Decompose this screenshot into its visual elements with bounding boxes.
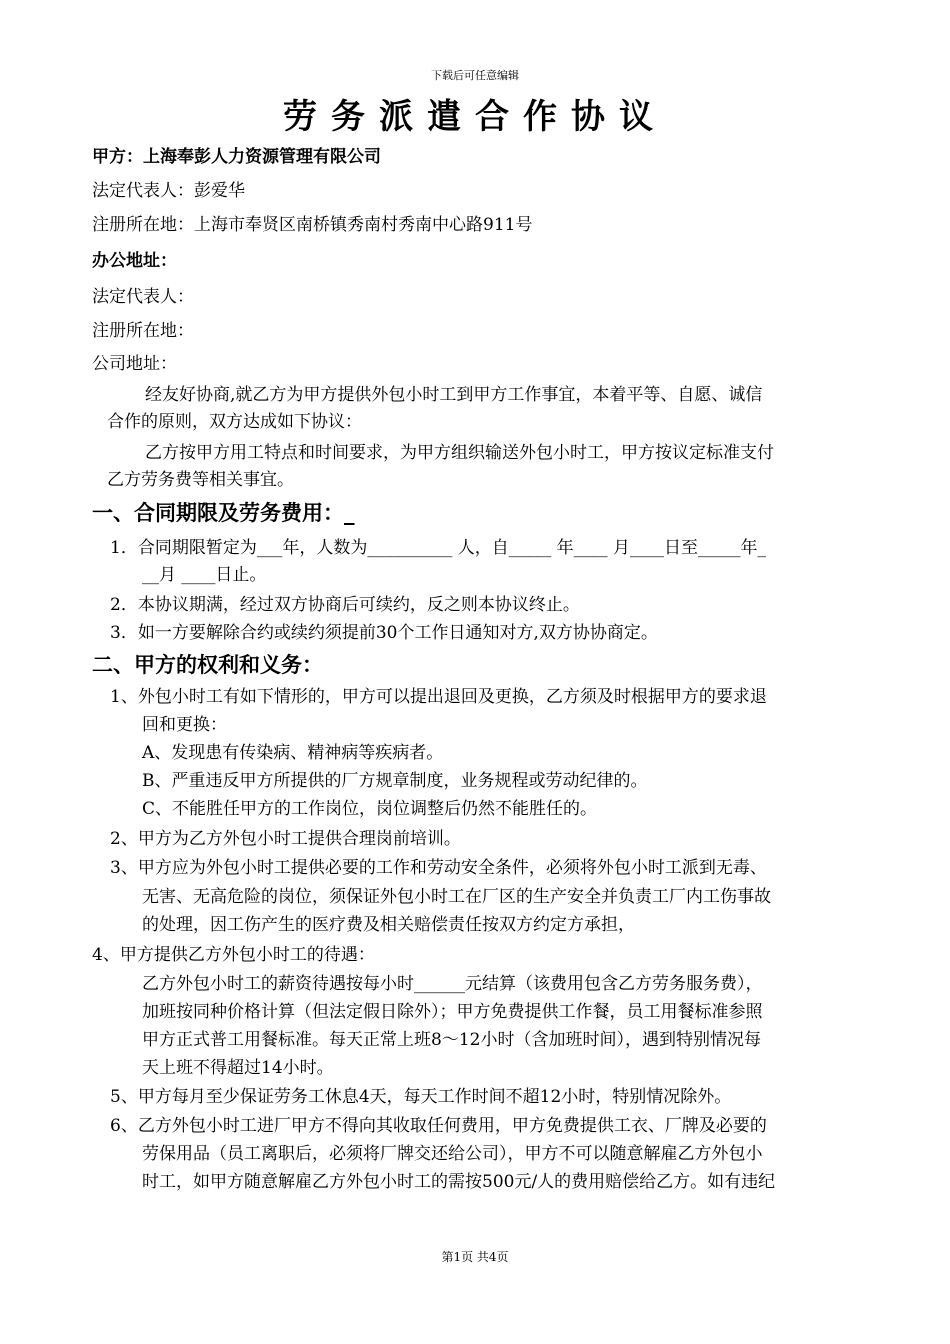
section-1-item-1-line-1: 1．合同期限暂定为___年，人数为__________ 人，自_____ 年____ 月____日至_____年_ <box>110 538 767 558</box>
section-2-item-6-line-1: 6、乙方外包小时工进厂甲方不得向其收取任何费用，甲方免费提供工衣、厂牌及必要的 <box>110 1116 767 1136</box>
section-2-item-3-line-1: 3、甲方应为外包小时工提供必要的工作和劳动安全条件，必须将外包小时工派到无毒、 <box>110 858 767 878</box>
intro-paragraph-1-line-2: 合作的原则，双方达成如下协议： <box>107 412 362 432</box>
intro-paragraph-2-line-2: 乙方劳务费等相关事宜。 <box>107 470 294 490</box>
section-2-item-1-line-2: 回和更换： <box>142 715 227 735</box>
party-a-reg-addr: 注册所在地：上海市奉贤区南桥镇秀南村秀南中心路911号 <box>92 215 533 235</box>
section-1-heading: 一、合同期限及劳务费用：_ <box>92 500 355 525</box>
section-2-item-1-line-1: 1、外包小时工有如下情形的，甲方可以提出退回及更换，乙方须及时根据甲方的要求退 <box>110 687 767 707</box>
section-2-item-4-line-4: 天上班不得超过14小时。 <box>142 1058 334 1078</box>
section-2-item-2: 2、甲方为乙方外包小时工提供合理岗前培训。 <box>110 829 461 849</box>
section-2-item-3-line-3: 的处理，因工伤产生的医疗费及相关赔偿责任按双方约定方承担， <box>142 915 635 935</box>
party-a-rep: 法定代表人：彭爱华 <box>92 181 245 201</box>
section-2-item-3-line-2: 无害、无高危险的岗位，须保证外包小时工在厂区的生产安全并负责工厂内工伤事故 <box>142 887 771 907</box>
section-2-item-6-line-2: 劳保用品（员工离职后，必须将厂牌交还给公司），甲方不可以随意解雇乙方外包小 <box>142 1144 763 1164</box>
party-a-name: 甲方：上海奉彭人力资源管理有限公司 <box>92 147 381 167</box>
intro-paragraph-2-line-1: 乙方按甲方用工特点和时间要求，为甲方组织输送外包小时工，甲方按议定标准支付 <box>145 443 774 463</box>
section-2-heading: 二、甲方的权利和义务： <box>92 652 323 677</box>
section-2-item-1-b: B、严重违反甲方所提供的厂方规章制度，业务规程或劳动纪律的。 <box>142 771 648 791</box>
section-2-item-4-line-2: 加班按同种价格计算（但法定假日除外）；甲方免费提供工作餐，员工用餐标准参照 <box>142 1002 763 1022</box>
section-2-item-5: 5、甲方每月至少保证劳务工休息4天，每天工作时间不超12小时，特别情况除外。 <box>110 1087 732 1107</box>
section-2-item-4-line-1: 乙方外包小时工的薪资待遇按每小时______元结算（该费用包含乙方劳务服务费）， <box>142 974 763 994</box>
section-1-item-1-line-2: __月 ____日止。 <box>142 565 267 585</box>
intro-paragraph-1-line-1: 经友好协商,就乙方为甲方提供外包小时工到甲方工作事宜，本着平等、自愿、诚信 <box>145 385 763 405</box>
section-2-item-4: 4、甲方提供乙方外包小时工的待遇： <box>92 945 375 965</box>
section-2-item-6-line-3: 时工，如甲方随意解雇乙方外包小时工的需按500元/人的费用赔偿给乙方。如有违纪 <box>142 1172 776 1192</box>
party-b-rep: 法定代表人： <box>92 287 194 307</box>
header-note: 下载后可任意编辑 <box>431 69 519 82</box>
section-1-item-2: 2．本协议期满，经过双方协商后可续约，反之则本协议终止。 <box>110 595 580 615</box>
section-2-item-1-a: A、发现患有传染病、精神病等疾病者。 <box>142 743 444 763</box>
party-b-company-addr: 公司地址： <box>92 354 177 374</box>
section-1-item-3: 3．如一方要解除合约或续约须提前30个工作日通知对方,双方协协商定。 <box>110 623 658 643</box>
party-a-office: 办公地址： <box>92 251 177 271</box>
page-number: 第1页 共4页 <box>441 1250 509 1264</box>
section-2-item-1-c: C、不能胜任甲方的工作岗位，岗位调整后仍然不能胜任的。 <box>142 799 598 819</box>
party-b-reg-addr: 注册所在地： <box>92 321 194 341</box>
section-2-item-4-line-3: 甲方正式普工用餐标准。每天正常上班8～12小时（含加班时间），遇到特别情况每 <box>142 1030 761 1050</box>
document-title: 劳务派遣合作协议 <box>283 97 667 137</box>
